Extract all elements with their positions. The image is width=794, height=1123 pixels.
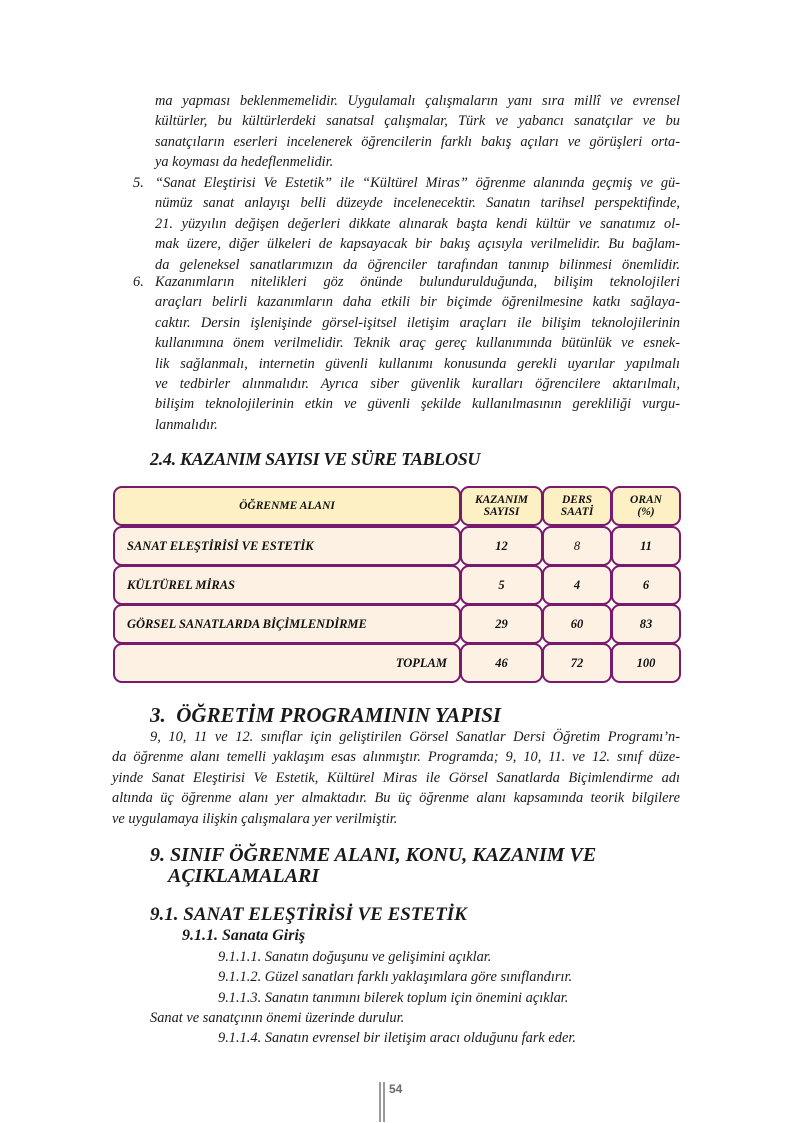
- cell-text: 4: [573, 578, 581, 592]
- table-cell-ratio: [611, 565, 681, 605]
- table-row-area: [113, 565, 461, 605]
- header-cell-ratio: [611, 486, 681, 526]
- cell-text: SANAT ELEŞTİRİSİ VE ESTETİK: [127, 539, 314, 553]
- cell-text: 46: [495, 656, 508, 670]
- text-line: da geleneksel sanatlarımızın da öğrenciler tarafından tanınıp bilinmesi önemlidir.: [155, 256, 680, 273]
- table-total-lesson-hours: [542, 643, 612, 683]
- text-line: ma yapması beklenmemelidir. Uygulamalı çalışmaların yanı sıra millî ve evrensel: [155, 93, 680, 109]
- cell-text: 100: [636, 656, 656, 670]
- footer-divider: [383, 1082, 385, 1122]
- list-number: 5.: [133, 175, 144, 191]
- text-line: bilişim teknolojilerinin etkin ve güvenli şekilde kullanılmasının gerekliliği vurgu-: [155, 396, 680, 413]
- outcome-note: Sanat ve sanatçının önemi üzerinde durulur.: [150, 1010, 405, 1026]
- text-line: 21. yüzyılın değişen değerleri dikkate alınarak başta kendi kültür ve sanatımız ol-: [155, 215, 680, 232]
- header-cell-lesson-hours: [542, 486, 612, 526]
- header-label: (%): [637, 506, 655, 518]
- cell-text: 60: [570, 617, 584, 631]
- outcome-item: 9.1.1.4. Sanatın evrensel bir iletişim aracı olduğunu fark eder.: [218, 1030, 576, 1046]
- cell-text: 72: [570, 656, 584, 670]
- cell-text: 29: [495, 617, 508, 631]
- text-line: kültürler, bu kültürlerdeki sanatsal çalışmalar, Türk ve yabancı sanatçılar ve bu: [155, 113, 680, 130]
- text-line: yinde Sanat Eleştirisi Ve Estetik, Kültürel Miras ile Görsel Sanatlarda Biçimlendirme adı: [112, 769, 680, 786]
- header-label: SAATİ: [560, 506, 594, 518]
- outcome-duration-table: [113, 486, 681, 683]
- table-total-label: [113, 643, 461, 683]
- table-cell-lesson-hours: [542, 526, 612, 566]
- text-line: lik sağlanmalı, internetin güvenli kullanımı konusunda gerekli uyarılar yapılmalı: [155, 355, 680, 372]
- text-line: “Sanat Eleştirisi Ve Estetik” ile “Kültürel Miras” öğrenme alanında geçmiş ve gü-: [155, 175, 680, 191]
- cell-text: TOPLAM: [395, 656, 447, 670]
- header-label: DERS: [561, 493, 593, 506]
- table-cell-ratio: [611, 604, 681, 644]
- text-line: Kazanımların nitelikleri göz önünde bulundurulduğunda, bilişim teknolojileri: [155, 274, 680, 290]
- text-line: sanatçıların eserleri incelenerek öğrencilerin farklı bakış açıları ve görüşleri orta-: [155, 133, 680, 150]
- text-line: nümüz sanat anlayışı belli düzeyde incelenecektir. Sanatın tarihsel perspektifinde,: [155, 195, 680, 212]
- cell-text: 11: [640, 539, 652, 553]
- heading-line: AÇIKLAMALARI: [168, 865, 320, 887]
- section-heading-9-1: 9.1. SANAT ELEŞTİRİSİ VE ESTETİK: [150, 904, 467, 925]
- cell-text: 12: [495, 539, 508, 553]
- text-line: altında üç öğrenme alanı yer almaktadır. Bu üç öğrenme alanı kapsamında teorik bilgilere: [112, 790, 680, 807]
- heading-line: 9. SINIF ÖĞRENME ALANI, KONU, KAZANIM VE: [150, 844, 597, 866]
- table-total-ratio: [611, 643, 681, 683]
- cell-text: 8: [573, 539, 581, 553]
- table-row-area: [113, 526, 461, 566]
- table-cell-ratio: [611, 526, 681, 566]
- text-line: caktır. Dersin işlenişinde görsel-işitsel iletişim araçları ile bilişim teknolojilerinin: [155, 314, 680, 331]
- text-line: mak üzere, diğer ülkeleri de kapsayacak bir bakış açısıyla verilmelidir. Bu bağlam-: [155, 236, 680, 253]
- list-number: 6.: [133, 274, 144, 290]
- text-line: ve uygulamaya ilişkin çalışmalara yer verilmiştir.: [112, 810, 398, 827]
- text-line: 9, 10, 11 ve 12. sınıflar için geliştirilen Görsel Sanatlar Dersi Öğretim Programı’n-: [150, 729, 680, 745]
- table-row-area: [113, 604, 461, 644]
- header-label: ÖĞRENME ALANI: [239, 499, 335, 512]
- header-label: SAYISI: [483, 506, 520, 518]
- header-cell-outcome-count: [460, 486, 543, 526]
- header-label: ORAN: [630, 493, 662, 506]
- list-item: [133, 173, 680, 275]
- text-line: lanmalıdır.: [155, 416, 218, 433]
- section-3-paragraph: [112, 727, 680, 829]
- intro-paragraph: [155, 91, 680, 173]
- table-total-outcome-count: [460, 643, 543, 683]
- table-cell-outcome-count: [460, 526, 543, 566]
- text-line: ve tedbirler alınmalıdır. Ayrıca siber güvenlik kuralları öğrencilere aktarılmalı,: [155, 376, 680, 393]
- table-cell-lesson-hours: [542, 604, 612, 644]
- text-line: araçları belirli kazanımların daha etkili bir biçimde öğrenilmesine katkı sağlaya-: [155, 294, 680, 311]
- header-label: KAZANIM: [474, 493, 529, 506]
- header-cell-learning-area: [113, 486, 461, 526]
- section-heading-3: 3. ÖĞRETİM PROGRAMININ YAPISI: [150, 703, 502, 727]
- section-heading-2-4: 2.4. KAZANIM SAYISI VE SÜRE TABLOSU: [150, 449, 481, 469]
- outcome-item: 9.1.1.1. Sanatın doğuşunu ve gelişimini açıklar.: [218, 949, 492, 965]
- table-cell-lesson-hours: [542, 565, 612, 605]
- table-cell-outcome-count: [460, 565, 543, 605]
- cell-text: KÜLTÜREL MİRAS: [127, 578, 236, 592]
- text-line: ya koyması da hedeflenmelidir.: [155, 154, 334, 171]
- cell-text: GÖRSEL SANATLARDA BİÇİMLENDİRME: [127, 617, 367, 631]
- page-number: 54: [389, 1082, 403, 1096]
- outcome-item: 9.1.1.3. Sanatın tanımını bilerek toplum için önemini açıklar.: [218, 989, 569, 1006]
- cell-text: 5: [498, 578, 505, 592]
- outcome-list: [218, 947, 688, 1008]
- section-heading-9-1-1: 9.1.1. Sanata Giriş: [182, 927, 306, 944]
- text-line: da öğrenme alanı temelli yaklaşım esas alınmıştır. Programda; 9, 10, 11. ve 12. sınıf düze-: [112, 749, 680, 766]
- outcome-item: 9.1.1.2. Güzel sanatları farklı yaklaşımlara göre sınıflandırır.: [218, 969, 573, 986]
- text-line: kullanımına önem verilmelidir. Teknik araç gereç kullanımında bütünlük ve esnek-: [155, 335, 680, 352]
- cell-text: 6: [642, 578, 650, 592]
- section-heading-9: [150, 845, 596, 887]
- table-cell-outcome-count: [460, 604, 543, 644]
- cell-text: 83: [639, 617, 653, 631]
- footer-divider: [379, 1082, 381, 1122]
- list-item: [133, 272, 680, 435]
